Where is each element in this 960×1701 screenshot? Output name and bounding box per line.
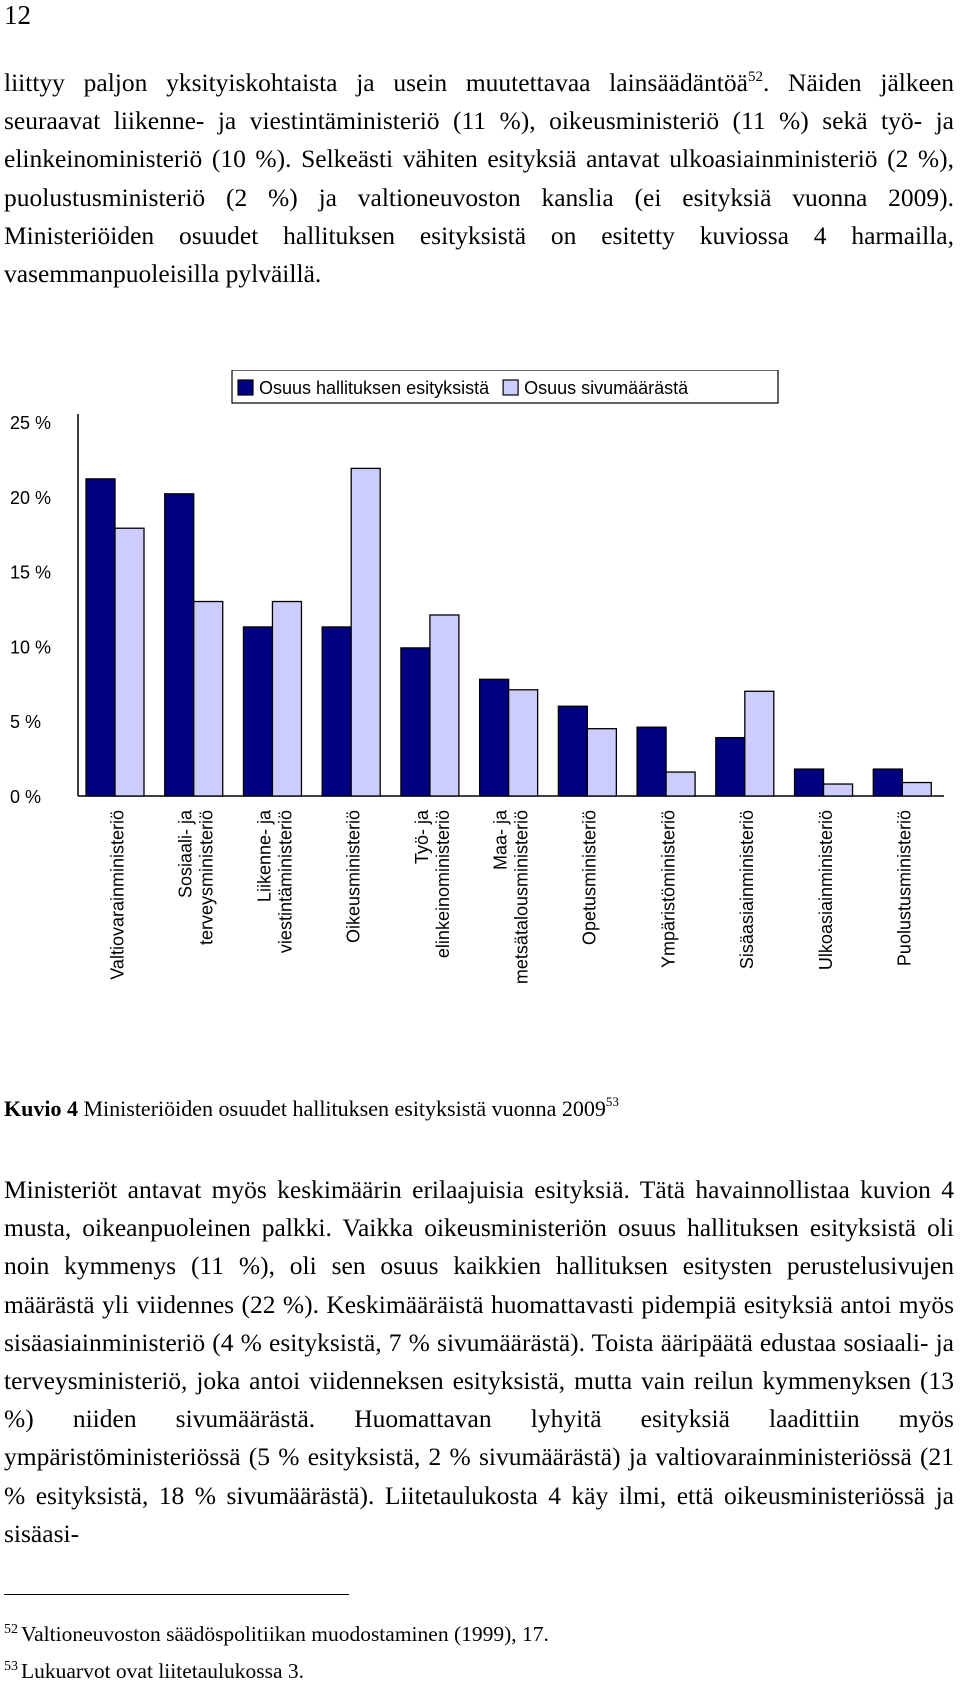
x-category-label-line: Työ- ja <box>411 810 432 865</box>
x-category-label <box>412 809 453 958</box>
bar <box>637 727 666 796</box>
bar <box>243 627 272 796</box>
figure-caption <box>4 1096 619 1122</box>
legend-swatch <box>503 380 518 395</box>
figure-label: Kuvio 4 <box>4 1096 78 1121</box>
paragraph-1-text-b: . Näiden jälkeen seuraavat liikenne- ja viestintäministeriö (11 %), oikeusministeriö (11 %) sekä työ- ja elinkeinoministeriö (10 %). Selkeästi vähiten esityksiä antavat ulkoasiainministeriö (2 %), puolustusministeriö (2 %) ja valtioneuvoston kanslia (ei esityksiä vuonna 2009). Ministeriöiden osuudet hallituksen esityksistä on esitetty kuviossa 4 harmailla, vasemmanpuoleisilla pylväillä. <box>4 68 955 289</box>
x-category-label-line: Opetusministeriö <box>579 810 600 946</box>
x-category-label <box>816 810 836 970</box>
x-category-label <box>895 810 915 966</box>
y-tick-label: 10 % <box>10 637 52 658</box>
bar <box>272 602 301 796</box>
x-category-label-line: Sosiaali- ja <box>175 810 196 899</box>
x-category-label-line: Valtiovarainministeriö <box>107 810 128 980</box>
y-tick-label: 20 % <box>10 487 52 508</box>
bar <box>824 784 853 796</box>
footnote-ref-52[interactable]: 52 <box>747 69 763 85</box>
page-number: 12 <box>4 0 31 30</box>
legend-swatch <box>238 380 253 395</box>
x-category-label <box>737 810 757 969</box>
x-category-label-line: terveysministeriö <box>196 810 217 946</box>
x-category-label-line: viestintäministeriö <box>275 810 296 954</box>
x-category-label-line: metsätalousministeriö <box>511 810 532 985</box>
legend-label: Osuus hallituksen esityksistä <box>259 378 490 398</box>
bar <box>558 706 587 796</box>
bar <box>165 494 194 796</box>
bar <box>902 783 931 796</box>
x-category-label-line: Ympäristöministeriö <box>658 810 679 969</box>
x-category-label-line: Sisäasiainministeriö <box>737 810 758 970</box>
x-category-label-line: Puolustusministeriö <box>894 810 915 967</box>
paragraph-2: Ministeriöt antavat myös keskimäärin erilaajuisia esityksiä. Tätä havainnollistaa kuvion 4 musta, oikeanpuoleinen palkki. Vaikka oikeusministeriön osuus hallituksen esityksistä oli noin kymmenys (11 %), oli sen osuus kaikkien hallituksen esitysten perustelusivujen määrästä yli viidennes (22 %). Keskimääräistä huomattavasti pidempiä esityksiä antoi myös sisäasiainministeriö (4 % esityksistä, 7 % sivumäärästä). Toista ääripäätä edustaa sosiaali- ja terveysministeriö, joka antoi viidenneksen esityksistä, mutta vain reilun kymmenyksen (13 %) niiden sivumäärästä. Huomattavan lyhyitä esityksiä laadittiin myös ympäristöministeriössä (5 % esityksistä, 2 % sivumäärästä) ja valtiovarainministeriössä (21 % esityksistä, 18 % sivumäärästä). Liitetaulukosta 4 käy ilmi, että oikeusministeriössä ja sisäasi- <box>4 1175 954 1548</box>
bar-chart <box>0 370 960 1030</box>
paragraph-1 <box>4 64 954 293</box>
bar <box>745 691 774 796</box>
footnote-number: 53 <box>4 1659 18 1674</box>
bar <box>322 627 351 796</box>
x-category-label <box>107 810 127 980</box>
x-category-label <box>254 809 295 953</box>
footnote-number: 52 <box>4 1622 18 1637</box>
x-category-label <box>491 809 532 984</box>
bar <box>666 772 695 796</box>
x-category-label-line: Oikeusministeriö <box>343 810 364 944</box>
x-category-label <box>344 810 364 943</box>
y-tick-label: 15 % <box>10 562 52 583</box>
bar <box>587 729 616 796</box>
bar <box>115 528 144 796</box>
x-category-label-line: Maa- ja <box>490 810 511 871</box>
y-tick-label: 5 % <box>10 712 42 733</box>
footnote-text: Valtioneuvoston säädöspolitiikan muodostaminen (1999), 17. <box>21 1622 549 1646</box>
bar <box>873 769 902 796</box>
bar <box>430 615 459 796</box>
y-tick-label: 0 % <box>10 787 42 807</box>
footnote-ref-53[interactable]: 53 <box>605 1094 619 1109</box>
x-category-label <box>176 809 217 945</box>
x-category-label <box>580 810 600 945</box>
footnote-53 <box>4 1659 304 1684</box>
bar <box>716 738 745 796</box>
bar <box>480 679 509 796</box>
x-category-label-line: elinkeinoministeriö <box>432 810 453 959</box>
x-category-label <box>658 810 678 968</box>
bar <box>509 690 538 796</box>
bar <box>194 602 223 796</box>
footnote-separator <box>4 1594 349 1595</box>
bar <box>351 468 380 796</box>
bar <box>86 479 115 796</box>
footnote-52 <box>4 1622 549 1647</box>
legend-label: Osuus sivumäärästä <box>524 378 689 398</box>
bar <box>795 769 824 796</box>
figure-caption-text: Ministeriöiden osuudet hallituksen esityksistä vuonna 2009 <box>77 1096 606 1121</box>
paragraph-1-text-a: liittyy paljon yksityiskohtaista ja usein muutettavaa lainsäädäntöä <box>4 68 748 97</box>
bar <box>401 648 430 796</box>
x-category-label-line: Ulkoasiainministeriö <box>815 810 836 971</box>
y-tick-label: 25 % <box>10 413 52 433</box>
footnote-text: Lukuarvot ovat liitetaulukossa 3. <box>21 1659 305 1683</box>
x-category-label-line: Liikenne- ja <box>254 810 275 903</box>
